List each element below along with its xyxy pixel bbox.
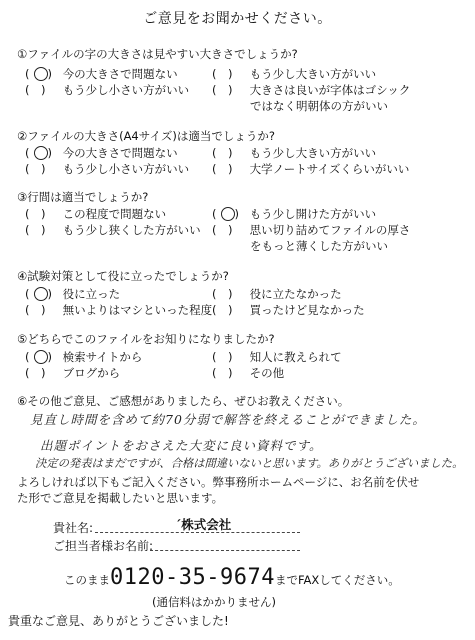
option-text: 検索サイトから bbox=[62, 350, 143, 364]
checkbox-paren: ( ) bbox=[212, 350, 233, 364]
option-text: 大学ノートサイズくらいがいい bbox=[249, 162, 410, 176]
option-text: ブログから bbox=[62, 366, 121, 380]
q5-option-2[interactable] bbox=[212, 349, 342, 365]
handwritten-comment-3: 決定の発表はまだですが、合格は間違いないと思います。ありがとうございました。 bbox=[35, 457, 464, 470]
q3-option-4-line2: をもっと薄くした方がいい bbox=[250, 239, 388, 253]
q5-option-4[interactable] bbox=[212, 365, 284, 381]
checkbox-paren: ( ) bbox=[25, 83, 46, 97]
checkbox-paren: ( ) bbox=[212, 287, 233, 301]
option-text: もう少し開けた方がいい bbox=[249, 207, 377, 221]
checkbox-paren: ( ) bbox=[25, 287, 52, 301]
option-text: 無いよりはマシといった程度 bbox=[62, 303, 213, 317]
q1-option-3[interactable] bbox=[25, 82, 189, 98]
fax-line bbox=[64, 565, 400, 590]
q2-option-2[interactable] bbox=[212, 145, 376, 161]
question-6-label: ⑥その他ご意見、ご感想がありましたら、ぜひお教えください。 bbox=[17, 394, 350, 408]
option-text: もう少し狭くした方がいい bbox=[62, 223, 201, 237]
circle-mark-icon bbox=[34, 67, 48, 81]
question-3-label: ③行間は適当でしょうか? bbox=[17, 190, 149, 204]
q2-option-1[interactable] bbox=[25, 145, 178, 161]
checkbox-paren: ( ) bbox=[212, 207, 239, 221]
checkbox-paren: ( ) bbox=[212, 146, 233, 160]
note-line-2: た形でご意見を掲載したいと思います。 bbox=[17, 491, 224, 505]
circle-mark-icon bbox=[34, 287, 48, 301]
q5-option-3[interactable] bbox=[25, 365, 120, 381]
q4-option-2[interactable] bbox=[212, 286, 342, 302]
company-value[interactable]: ´株式会社 bbox=[175, 517, 232, 532]
checkbox-paren: ( ) bbox=[25, 223, 46, 237]
question-5-label: ⑤どちらでこのファイルをお知りになりましたか? bbox=[17, 332, 275, 346]
option-text: 役に立った bbox=[62, 287, 121, 301]
checkbox-paren: ( ) bbox=[25, 366, 46, 380]
q3-option-4[interactable] bbox=[212, 222, 410, 238]
checkbox-paren: ( ) bbox=[25, 146, 52, 160]
company-label: 貴社名: bbox=[53, 521, 94, 535]
option-text: 買ったけど見なかった bbox=[249, 303, 365, 317]
q3-option-1[interactable] bbox=[25, 206, 166, 222]
option-text: もう少し小さい方がいい bbox=[62, 83, 190, 97]
q3-option-3[interactable] bbox=[25, 222, 201, 238]
q1-option-2[interactable] bbox=[212, 66, 376, 82]
fax-note: (通信料はかかりません) bbox=[152, 595, 276, 609]
checkbox-paren: ( ) bbox=[25, 207, 46, 221]
q1-option-4-line2: ではなく明朝体の方がいい bbox=[250, 99, 388, 113]
checkbox-paren: ( ) bbox=[212, 223, 233, 237]
fax-suffix: までFAXしてください。 bbox=[274, 573, 400, 587]
thanks-footer: 貴重なご意見、ありがとうございました! bbox=[8, 614, 229, 628]
q1-option-4[interactable] bbox=[212, 82, 410, 98]
option-text: 思い切り詰めてファイルの厚さ bbox=[249, 223, 411, 237]
checkbox-paren: ( ) bbox=[25, 303, 46, 317]
option-text: この程度で問題ない bbox=[62, 207, 167, 221]
page-title: ご意見をお聞かせください。 bbox=[143, 11, 332, 27]
q1-option-1[interactable] bbox=[25, 66, 178, 82]
option-text: もう少し小さい方がいい bbox=[62, 162, 190, 176]
option-text: 今の大きさで問題ない bbox=[62, 146, 178, 160]
circle-mark-icon bbox=[34, 146, 48, 160]
checkbox-paren: ( ) bbox=[212, 83, 233, 97]
option-text: 役に立たなかった bbox=[249, 287, 342, 301]
note-line-1: よろしければ以下もご記入ください。弊事務所ホームページに、お名前を伏せ bbox=[17, 475, 420, 489]
option-text: もう少し大きい方がいい bbox=[249, 67, 377, 81]
circle-mark-icon bbox=[221, 207, 235, 221]
checkbox-paren: ( ) bbox=[25, 350, 52, 364]
circle-mark-icon bbox=[34, 350, 48, 364]
option-text: 大きさは良いが字体はゴシック bbox=[249, 83, 411, 97]
checkbox-paren: ( ) bbox=[212, 366, 233, 380]
option-text: 知人に教えられて bbox=[249, 350, 342, 364]
q5-option-1[interactable] bbox=[25, 349, 142, 365]
checkbox-paren: ( ) bbox=[212, 303, 233, 317]
q2-option-4[interactable] bbox=[212, 161, 409, 177]
checkbox-paren: ( ) bbox=[25, 162, 46, 176]
checkbox-paren: ( ) bbox=[212, 67, 233, 81]
q4-option-3[interactable] bbox=[25, 302, 212, 318]
question-1-label: ①ファイルの字の大きさは見やすい大きさでしょうか? bbox=[17, 47, 298, 61]
question-4-label: ④試験対策として役に立ったでしょうか? bbox=[17, 269, 229, 283]
q2-option-3[interactable] bbox=[25, 161, 189, 177]
handwritten-comment-2: 出題ポイントをおさえた大変に良い資料です。 bbox=[40, 438, 323, 453]
handwritten-comment-1: 見直し時間を含めて約70分弱で解答を終えることができました。 bbox=[30, 412, 426, 427]
q4-option-4[interactable] bbox=[212, 302, 365, 318]
question-2-label: ②ファイルの大きさ(A4サイズ)は適当でしょうか? bbox=[17, 129, 275, 143]
option-text: その他 bbox=[249, 366, 285, 380]
fax-number: 0120-35-9674 bbox=[110, 565, 275, 590]
checkbox-paren: ( ) bbox=[212, 162, 233, 176]
q3-option-2[interactable] bbox=[212, 206, 376, 222]
q4-option-1[interactable] bbox=[25, 286, 120, 302]
person-underline[interactable] bbox=[150, 550, 300, 551]
fax-prefix: このまま bbox=[64, 573, 110, 587]
person-label: ご担当者様お名前: bbox=[53, 539, 154, 553]
checkbox-paren: ( ) bbox=[25, 67, 52, 81]
option-text: 今の大きさで問題ない bbox=[62, 67, 178, 81]
option-text: もう少し大きい方がいい bbox=[249, 146, 377, 160]
